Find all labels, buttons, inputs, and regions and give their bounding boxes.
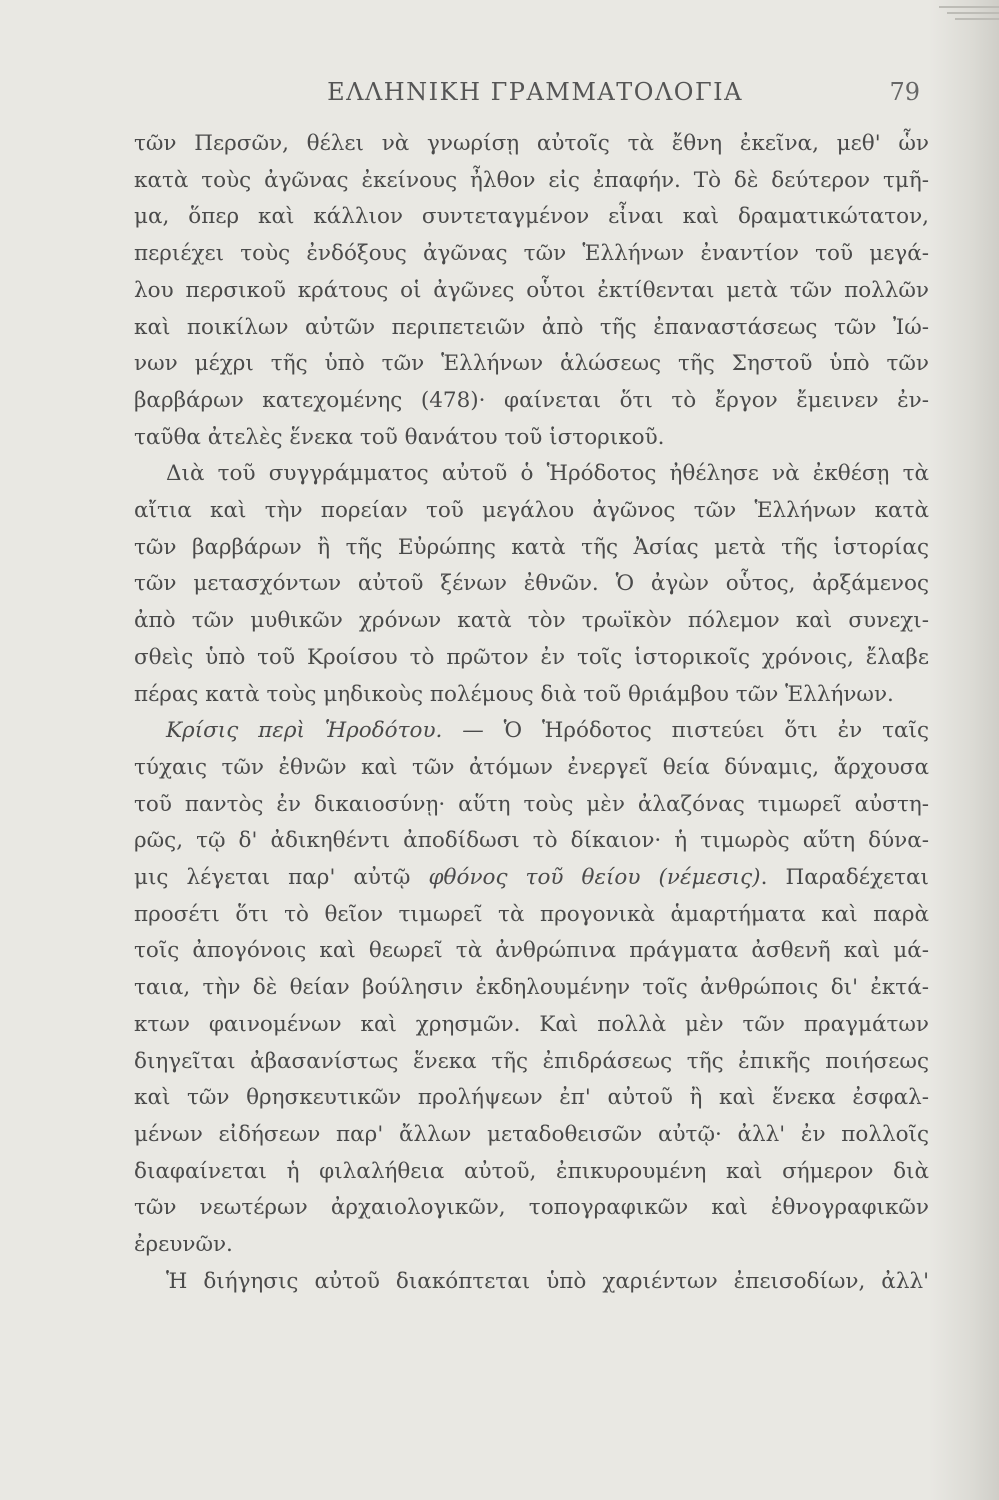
- text-line: πέρας κατὰ τοὺς μηδικοὺς πολέμους διὰ τοῦ θριάμβου τῶν Ἑλλήνων.: [134, 681, 894, 707]
- text-line: σθεὶς ὑπὸ τοῦ Κροίσου τὸ πρῶτον ἐν τοῖς ἱστορικοῖς χρόνοις, ἔλαβε: [134, 644, 929, 670]
- body-text: [134, 126, 929, 1301]
- running-title: ΕΛΛΗΝΙΚΗ ΓΡΑΜΜΑΤΟΛΟΓΙΑ: [327, 78, 743, 106]
- text-line: μένων εἰδήσεων παρ' ἄλλων μεταδοθεισῶν αὐτῷ· ἀλλ' ἐν πολλοῖς: [134, 1121, 929, 1147]
- text-line: τῶν νεωτέρων ἀρχαιολογικῶν, τοπογραφικῶν καὶ ἐθνογραφικῶν: [134, 1195, 929, 1221]
- text-line: καὶ ποικίλων αὐτῶν περιπετειῶν ἀπὸ τῆς ἐπαναστάσεως τῶν Ἰώ-: [134, 314, 929, 340]
- text-line: τοῦ παντὸς ἐν δικαιοσύνῃ· αὕτη τοὺς μὲν ἀλαζόνας τιμωρεῖ αὐστη-: [134, 791, 929, 817]
- text-line: προσέτι ὅτι τὸ θεῖον τιμωρεῖ τὰ προγονικὰ ἁμαρτήματα καὶ παρὰ: [134, 901, 929, 927]
- text-line: τύχαις τῶν ἐθνῶν καὶ τῶν ἀτόμων ἐνεργεῖ θεία δύναμις, ἄρχουσα: [134, 754, 929, 780]
- text-line: κατὰ τοὺς ἀγῶνας ἐκείνους ἦλθον εἰς ἐπαφήν. Τὸ δὲ δεύτερον τμῆ-: [134, 167, 929, 193]
- text-line: ἐρευνῶν.: [134, 1232, 233, 1258]
- text-line: Ἡ διήγησις αὐτοῦ διακόπτεται ὑπὸ χαριέντων ἐπεισοδίων, ἀλλ': [166, 1268, 929, 1294]
- text-fragment: . Παραδέχεται: [760, 865, 929, 891]
- text-line: καὶ τῶν θρησκευτικῶν προλήψεων ἐπ' αὐτοῦ ἢ καὶ ἕνεκα ἐσφαλ-: [134, 1085, 929, 1111]
- page-header: [140, 78, 930, 114]
- text-line: τῶν μετασχόντων αὐτοῦ ξένων ἐθνῶν. Ὁ ἀγὼν οὗτος, ἀρξάμενος: [134, 571, 929, 597]
- text-line: κτων φαινομένων καὶ χρησμῶν. Καὶ πολλὰ μὲν τῶν πραγμάτων: [134, 1011, 929, 1037]
- page-number: 79: [889, 78, 920, 106]
- text-fragment: Ὁ Ἡρόδοτος πιστεύει ὅτι ἐν ταῖς: [503, 718, 929, 744]
- text-line: ταῦθα ἀτελὲς ἕνεκα τοῦ θανάτου τοῦ ἱστορικοῦ.: [134, 424, 665, 450]
- text-line: ταια, τὴν δὲ θείαν βούλησιν ἐκδηλουμένην τοῖς ἀνθρώποις δι' ἐκτά-: [134, 975, 929, 1001]
- text-line: διηγεῖται ἀβασανίστως ἕνεκα τῆς ἐπιδράσεως τῆς ἐπικῆς ποιήσεως: [134, 1048, 929, 1074]
- text-line: τῶν Περσῶν, θέλει νὰ γνωρίσῃ αὐτοῖς τὰ ἔθνη ἐκεῖνα, μεθ' ὧν: [134, 131, 929, 156]
- text-line: τῶν βαρβάρων ἢ τῆς Εὐρώπης κατὰ τῆς Ἀσίας μετὰ τῆς ἱστορίας: [134, 534, 929, 560]
- text-line: διαφαίνεται ἡ φιλαλήθεια αὐτοῦ, ἐπικυρουμένη καὶ σήμερον διὰ: [134, 1158, 929, 1184]
- section-heading: Κρίσις περὶ Ἡροδότου. —: [166, 718, 484, 744]
- italic-phrase-paren: (νέμεσις): [658, 865, 761, 891]
- text-line: [134, 713, 929, 750]
- text-line: ρῶς, τῷ δ' ἀδικηθέντι ἀποδίδωσι τὸ δίκαιον· ἡ τιμωρὸς αὕτη δύνα-: [134, 828, 929, 854]
- text-line: μα, ὅπερ καὶ κάλλιον συντεταγμένον εἶναι καὶ δραματικώτατον,: [134, 204, 929, 230]
- text-line: τοῖς ἀπογόνοις καὶ θεωρεῖ τὰ ἀνθρώπινα πράγματα ἀσθενῆ καὶ μά-: [134, 938, 929, 964]
- text-line: Διὰ τοῦ συγγράμματος αὐτοῦ ὁ Ἡρόδοτος ἠθέλησε νὰ ἐκθέσῃ τὰ: [166, 461, 929, 487]
- text-line: περιέχει τοὺς ἐνδόξους ἀγῶνας τῶν Ἑλλήνων ἐναντίον τοῦ μεγά-: [134, 241, 929, 267]
- text-line: [134, 860, 929, 897]
- text-fragment: μις λέγεται παρ' αὐτῷ: [134, 865, 411, 891]
- text-line: ἀπὸ τῶν μυθικῶν χρόνων κατὰ τὸν τρωϊκὸν πόλεμον καὶ συνεχι-: [134, 608, 929, 634]
- text-line: αἴτια καὶ τὴν πορείαν τοῦ μεγάλου ἀγῶνος τῶν Ἑλλήνων κατὰ: [134, 498, 929, 524]
- italic-phrase: φθόνος τοῦ θείου: [428, 865, 641, 891]
- text-line: βαρβάρων κατεχομένης (478)· φαίνεται ὅτι τὸ ἔργον ἔμεινεν ἐν-: [134, 387, 929, 413]
- text-line: λου περσικοῦ κράτους οἱ ἀγῶνες οὗτοι ἐκτίθενται μετὰ τῶν πολλῶν: [134, 277, 929, 303]
- text-line: νων μέχρι τῆς ὑπὸ τῶν Ἑλλήνων ἁλώσεως τῆς Σηστοῦ ὑπὸ τῶν: [134, 351, 929, 377]
